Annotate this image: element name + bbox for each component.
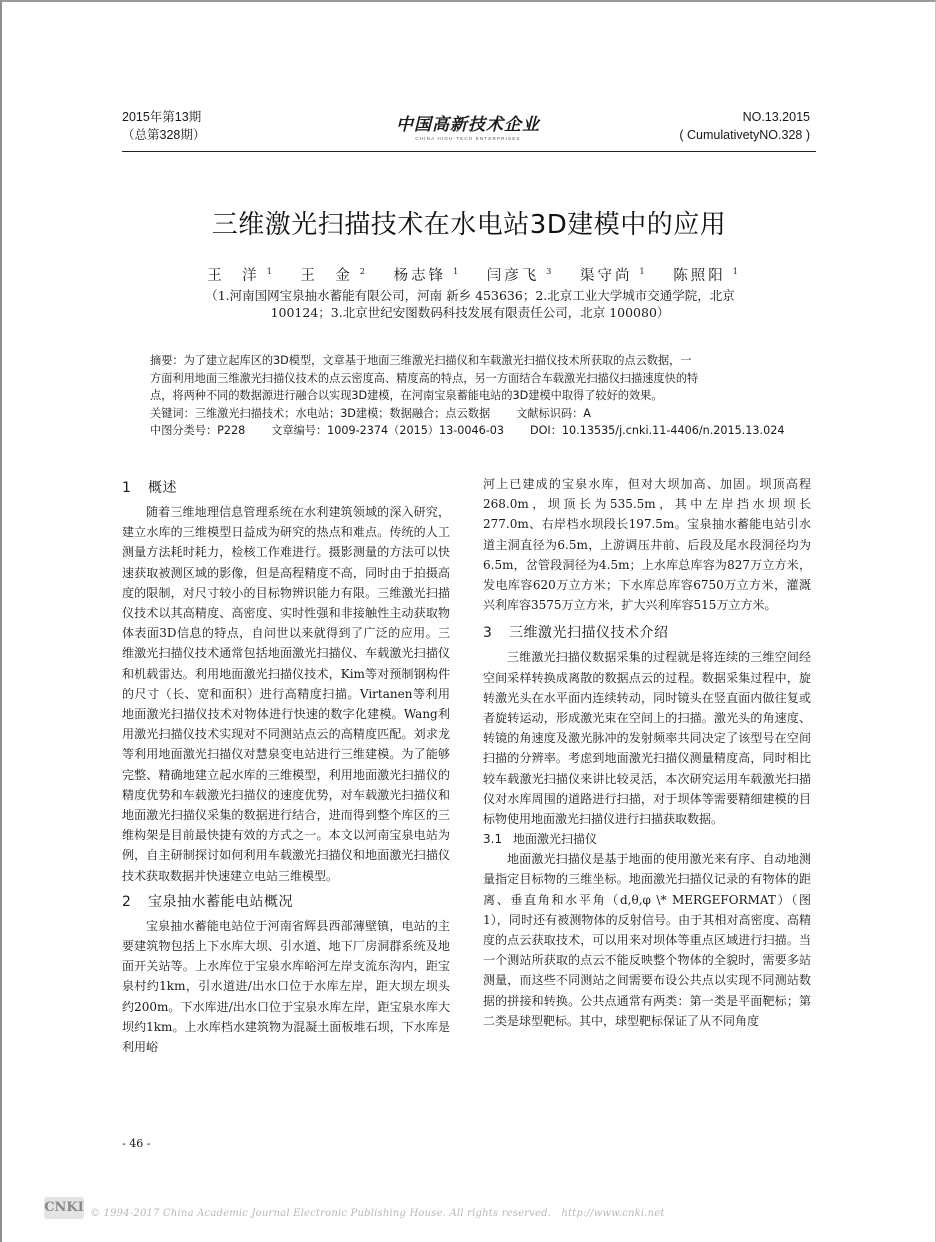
issue-info xyxy=(122,108,205,144)
author-list xyxy=(122,264,816,285)
copyright-footer: © 1994-2017 China Academic Journal Electronic Publishing House. All rights reserved. http://www.cnki.net xyxy=(90,1208,665,1219)
abstract-block xyxy=(150,352,790,440)
page-number: - 46 - xyxy=(122,1137,151,1150)
section-heading: 2 宝泉抽水蓄能电站概况 xyxy=(122,893,293,910)
affiliation-line: （1.河南国网宝泉抽水蓄能有限公司，河南 新乡 453636；2.北京工业大学城市交通学院，北京 xyxy=(205,288,735,303)
author: 闫彦飞 $^3$ xyxy=(486,267,552,284)
author: 王 洋 $^1$ xyxy=(207,267,272,284)
cumulative-number: ( CumulativetyNO.328 ) xyxy=(679,128,810,142)
cnki-logo: CNKI xyxy=(44,1197,84,1219)
issue-total: （总第328期） xyxy=(122,128,206,142)
article-title: 三维激光扫描技术在水电站3D建模中的应用 xyxy=(211,210,727,240)
body-paragraph: 地面激光扫描仪是基于地面的使用激光来有序、自动地测量指定目标物的三维坐标。地面激光扫描仪记录的有物体的距离、垂直角和水平角（d,θ,φ \* MERGEFORMAT）（图1），同时还有被测物体的反射信号。由于其相对高密度、高精度的点云获取技术，可以用来对坝体等重点区域进行扫描。当一个测站所获取的点云不能反映整个物体的全貌时，需要多站测量，而这些不同测站之间需要布设公共点以实现不同测站数据的拼接和转换。公共点通常有两类：第一类是平面靶标；第二类是球型靶标。其中，球型靶标保证了从不同角度 xyxy=(483,852,811,1028)
affiliation-line: 100124；3.北京世纪安图数码科技发展有限责任公司，北京 100080） xyxy=(270,305,670,320)
abstract-line: 摘要：为了建立起库区的3D模型，文章基于地面三维激光扫描仪和车载激光扫描仪技术所获取的点云数据，一 xyxy=(150,354,692,367)
body-paragraph: 三维激光扫描仪数据采集的过程就是将连续的三维空间经空间采样转换成离散的数据点云的过程。数据采集过程中，旋转激光头在水平面内连续转动，同时镜头在竖直面内做往复或者旋转运动，形成激光束在空间上的扫描。激光头的角速度、转镜的角速度及激光脉冲的发射频率共同决定了该型号在空间扫描的分辨率。考虑到地面激光扫描仪测量精度高，同时相比较车载激光扫描仪来讲比较灵活，本次研究运用车载激光扫描仪对水库周围的道路进行扫描，对于坝体等需要精细建模的目标物使用地面激光扫描仪进行扫描获取数据。 xyxy=(483,650,811,827)
classification-line xyxy=(150,422,790,440)
author: 渠守尚 $^1$ xyxy=(580,267,645,284)
subsection-heading: 3.1 地面激光扫描仪 xyxy=(483,832,598,847)
issue-number: NO.13.2015 xyxy=(742,110,810,124)
document-code: 文献标识码：A xyxy=(516,406,591,420)
header-divider xyxy=(122,151,816,152)
author: 杨志锋 $^1$ xyxy=(393,267,459,284)
abstract-line: 点，将两种不同的数据源进行融合以实现3D建模，在河南宝泉蓄能电站的3D建模中取得了较好的效果。 xyxy=(150,389,663,403)
keywords: 关键词：三维激光扫描技术；水电站；3D建模；数据融合；点云数据 xyxy=(150,406,491,420)
body-paragraph: 宝泉抽水蓄能电站位于河南省辉县西部薄壁镇，电站的主要建筑物包括上下水库大坝、引水道、地下厂房洞群系统及地面开关站等。上水库位于宝泉水库峪河左岸支流东沟内，距宝泉村约1km，引水道进/出水口位于水库左岸，距大坝左坝头约200m。下水库进/出水口位于宝泉水库左岸，距宝泉水库大坝约1km。上水库档水建筑物为混凝土面板堆石坝，下水库是利用峪 xyxy=(122,918,450,1055)
right-column xyxy=(483,474,811,1031)
affiliations xyxy=(160,287,780,321)
abstract-line: 方面利用地面三维激光扫描仪技术的点云密度高、精度高的特点，另一方面结合车载激光扫描仪扫描速度快的特 xyxy=(150,371,699,385)
author: 王 金 $^2$ xyxy=(300,267,365,284)
clc-number: 中图分类号：P228 xyxy=(150,424,246,438)
left-column xyxy=(122,474,450,1057)
author: 陈照阳 $^1$ xyxy=(673,267,738,284)
body-paragraph: 河上已建成的宝泉水库，但对大坝加高、加固。坝顶高程268.0m，坝顶长为535.5m，其中左岸挡水坝坝长277.0m、右岸档水坝段长197.5m。宝泉抽水蓄能电站引水道主洞直径为6.5m，上游调压井前、后段及尾水段洞径均为6.5m，岔管段洞径为4.5m；上水库总库容为827万立方米，发电库容620万立方米；下水库总库容6750万立方米，灌溉兴利库容3575万立方米，扩大兴利库容515万立方米。 xyxy=(483,477,811,613)
body-paragraph: 随着三维地理信息管理系统在水利建筑领域的深入研究，建立水库的三维模型日益成为研究的热点和难点。传统的人工测量方法耗时耗力，检核工作难进行。摄影测量的方法可以快速获取被测区域的影像，但是高程精度不高，同时由于拍摄高度的限制，对尺寸较小的目标物辨识能力有限。三维激光扫描仪技术以其高精度、高密度、实时性强和非接触性主动获取物体表面3D信息的特点，自问世以来就得到了广泛的应用。三维激光扫描仪技术通常包括地面激光扫描仪、车载激光扫描仪和机载雷达。利用地面激光扫描仪技术，Kim等对预制钢构件的尺寸（长、宽和面积）进行高精度扫描。Virtanen等利用地面激光扫描仪技术对物体进行快速的数字化建模。Wang利用激光扫描仪技术实现对不同测站点云的高精度匹配。刘求龙等利用地面激光扫描仪对慧泉变电站进行三维建模。为了能够完整、精确地建立起水库的三维模型，利用地面激光扫描仪的精度优势和车载激光扫描仪的速度优势，对车载激光扫描仪和地面激光扫描仪采集的数据进行结合，进而得到整个库区的三维构架是目前最快捷有效的方式之一。本文以河南宝泉电站为例，自主研制探讨如何利用车载激光扫描仪和地面激光扫描仪技术获取数据并快速建立电站三维模型。 xyxy=(122,505,450,883)
journal-logo xyxy=(388,110,548,141)
keywords-line xyxy=(150,405,790,423)
issue-number-info xyxy=(679,108,810,144)
section-heading: 1 概述 xyxy=(122,480,177,496)
journal-logo-subtitle: CHINA HIGH-TECH ENTERPRISES xyxy=(415,136,521,141)
doi: DOI：10.13535/j.cnki.11-4406/n.2015.13.024 xyxy=(530,424,785,438)
journal-logo-text: 中国高新技术企业 xyxy=(396,115,540,135)
article-number: 文章编号：1009-2374（2015）13-0046-03 xyxy=(271,424,505,438)
section-heading: 3 三维激光扫描仪技术介绍 xyxy=(483,625,669,642)
issue-year: 2015年第13期 xyxy=(122,110,202,124)
